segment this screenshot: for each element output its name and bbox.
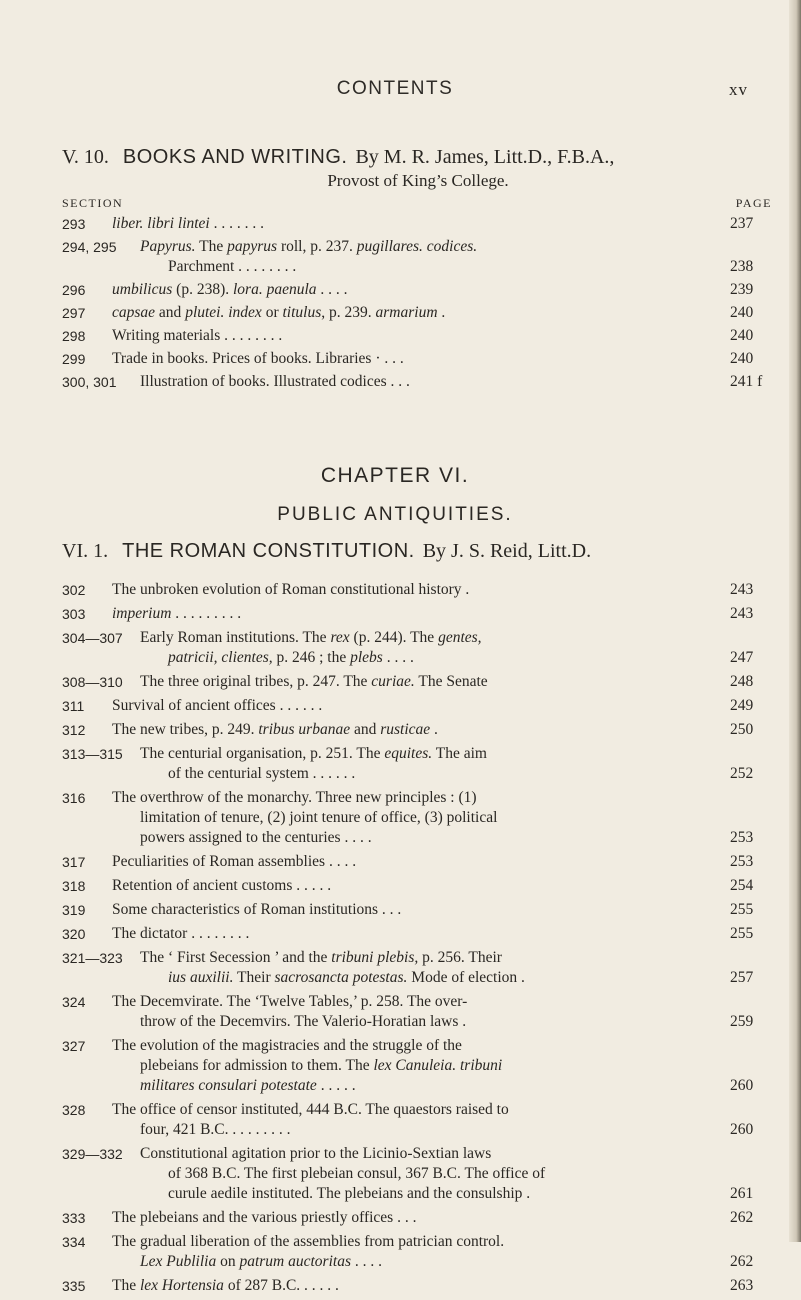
italic-text: curiae.: [371, 673, 415, 690]
entry-text: The ‘ First Secession ’ and the: [140, 949, 332, 966]
italic-text: ius auxilii.: [168, 969, 234, 986]
toc-entry-page: 248: [730, 673, 754, 690]
entry-text: The evolution of the magistracies and the struggle of the: [112, 1037, 462, 1054]
toc-entry: [62, 876, 774, 896]
toc-entry: [62, 1276, 774, 1296]
toc-entry-title: [62, 672, 774, 692]
toc-entry: [62, 788, 774, 848]
entry-text: .: [437, 304, 446, 321]
entry-text: Parchment . . . . . . . .: [168, 258, 297, 275]
entry-text: Early Roman institutions. The: [140, 629, 331, 646]
entry-text: The office of censor instituted, 444 B.C. The quaestors raised to: [112, 1101, 509, 1118]
toc-list-section-v: [62, 214, 774, 395]
italic-text: armarium: [375, 304, 438, 321]
toc-entry-title: [62, 237, 774, 277]
entry-text: four, 421 B.C. . . . . . . . .: [140, 1121, 291, 1138]
toc-entry-page: 263: [730, 1277, 754, 1294]
toc-entry-title: [62, 280, 774, 300]
toc-entry-continuation: [112, 828, 722, 848]
entry-text: . . . .: [316, 281, 348, 298]
toc-entry-page: 250: [730, 721, 754, 738]
toc-entry-continuation: [140, 968, 722, 988]
italic-text: capsae: [112, 304, 156, 321]
toc-entry-section-number: 299: [62, 351, 86, 367]
section-vi-heading: [62, 540, 774, 563]
chapter-heading: [0, 464, 790, 526]
italic-text: titulus: [282, 304, 322, 321]
entry-text: The gradual liberation of the assemblies from patrician control.: [112, 1233, 505, 1250]
toc-entry: [62, 237, 774, 277]
italic-text: tribuni plebis,: [331, 949, 419, 966]
entry-text: Illustration of books. Illustrated codices . . .: [140, 373, 410, 390]
toc-entry: [62, 672, 774, 692]
italic-text: patricii, clientes,: [168, 649, 273, 666]
entry-text: Retention of ancient customs . . . . .: [112, 877, 332, 894]
toc-entry-page: 252: [730, 765, 754, 782]
section-author: By J. S. Reid, Litt.D.: [422, 540, 592, 562]
italic-text: sacrosancta potestas.: [274, 969, 408, 986]
toc-entry-title: [62, 214, 774, 234]
toc-entry-page: 259: [730, 1013, 754, 1030]
toc-entry-title: [62, 876, 774, 896]
toc-entry-section-number: 294, 295: [62, 239, 117, 255]
toc-entry-continuation: [140, 257, 722, 277]
italic-text: pugillares. codices.: [356, 238, 478, 255]
toc-entry-section-number: 308—310: [62, 674, 123, 690]
toc-entry-title: [62, 992, 774, 1032]
running-head: [0, 78, 790, 102]
toc-entry-section-number: 313—315: [62, 746, 123, 762]
entry-text: The Decemvirate. The ‘Twelve Tables,’ p. 258. The over-: [112, 993, 468, 1010]
toc-entry: [62, 720, 774, 740]
entry-text: The unbroken evolution of Roman constitutional history .: [112, 581, 470, 598]
toc-entry-continuation: [112, 808, 722, 828]
toc-entry: [62, 948, 774, 988]
toc-entry-page: 257: [730, 969, 754, 986]
toc-entry-page: 255: [730, 925, 754, 942]
entry-text: Writing materials . . . . . . . .: [112, 327, 283, 344]
toc-entry: [62, 303, 774, 323]
toc-entry-page: 262: [730, 1253, 754, 1270]
entry-text: of the centurial system . . . . . .: [168, 765, 356, 782]
toc-entry-title: [62, 1036, 774, 1096]
page-title: CONTENTS: [336, 78, 454, 99]
toc-entry-continuation: [112, 1012, 722, 1032]
entry-text: throw of the Decemvirs. The Valerio-Horatian laws .: [140, 1013, 467, 1030]
italic-text: equites.: [384, 745, 433, 762]
entry-text: Peculiarities of Roman assemblies . . . .: [112, 853, 357, 870]
toc-entry: [62, 992, 774, 1032]
toc-entry-page: 253: [730, 853, 754, 870]
toc-entry-title: [62, 604, 774, 624]
italic-text: umbilicus: [112, 281, 173, 298]
toc-entry-continuation: [112, 1252, 722, 1272]
toc-entry-page: 237: [730, 215, 754, 232]
toc-entry-page: 243: [730, 605, 754, 622]
toc-entry-section-number: 329—332: [62, 1146, 123, 1162]
toc-entry-section-number: 303: [62, 606, 86, 622]
toc-entry: [62, 214, 774, 234]
toc-entry: [62, 852, 774, 872]
entry-text: , p. 239.: [321, 304, 376, 321]
entry-text: and: [350, 721, 381, 738]
toc-entry-page: 239: [730, 281, 754, 298]
toc-entry: [62, 580, 774, 600]
toc-entry-title: [62, 900, 774, 920]
section-author-affiliation: Provost of King’s College.: [327, 171, 509, 190]
toc-entry-section-number: 311: [62, 698, 85, 714]
entry-text: Mode of election .: [407, 969, 525, 986]
column-header-section: SECTION: [62, 196, 124, 210]
entry-text: curule aedile instituted. The plebeians and the consulship .: [168, 1185, 531, 1202]
toc-entry-section-number: 333: [62, 1210, 86, 1226]
entry-text: of 368 B.C. The first plebeian consul, 367 B.C. The office of: [168, 1165, 546, 1182]
entry-text: . . . .: [350, 1253, 382, 1270]
toc-entry-page: 260: [730, 1121, 754, 1138]
toc-entry-title: [62, 326, 774, 346]
entry-text: The overthrow of the monarchy. Three new principles : (1): [112, 789, 477, 806]
toc-entry-title: [62, 303, 774, 323]
toc-entry-section-number: 300, 301: [62, 374, 117, 390]
italic-text: militares consulari potestate: [140, 1077, 317, 1094]
italic-text: gentes,: [438, 629, 482, 646]
toc-entry-continuation: [140, 648, 722, 668]
italic-text: patrum auctoritas: [239, 1253, 351, 1270]
entry-text: Their: [233, 969, 275, 986]
italic-text: tribus urbanae: [258, 721, 351, 738]
entry-text: Some characteristics of Roman institutions . . .: [112, 901, 402, 918]
toc-entry-continuation: [140, 764, 722, 784]
toc-entry-page: 240: [730, 350, 754, 367]
section-number: V. 10.: [62, 146, 109, 168]
column-headers: [62, 196, 774, 211]
entry-text: The Senate: [414, 673, 488, 690]
italic-text: plebs: [350, 649, 383, 666]
toc-entry-section-number: 304—307: [62, 630, 123, 646]
toc-entry-page: 260: [730, 1077, 754, 1094]
entry-text: . . . . . . . . .: [171, 605, 242, 622]
toc-entry-section-number: 302: [62, 582, 86, 598]
entry-text: (p. 238).: [172, 281, 233, 298]
chapter-label: CHAPTER VI.: [320, 464, 470, 487]
toc-entry-section-number: 312: [62, 722, 86, 738]
section-author: By M. R. James, Litt.D., F.B.A.,: [355, 146, 615, 168]
toc-entry-continuation: [112, 1076, 722, 1096]
entry-text: Survival of ancient offices . . . . . .: [112, 697, 323, 714]
toc-entry-page: 238: [730, 258, 754, 275]
italic-text: imperium: [112, 605, 172, 622]
entry-text: roll, p. 237.: [277, 238, 357, 255]
entry-text: (p. 244). The: [349, 629, 439, 646]
chapter-title: PUBLIC ANTIQUITIES.: [277, 504, 513, 525]
entry-text: The three original tribes, p. 247. The: [140, 673, 372, 690]
toc-entry-continuation: [140, 1164, 722, 1184]
entry-text: . . . .: [382, 649, 414, 666]
entry-text: . . . . . . .: [209, 215, 264, 232]
toc-entry: [62, 628, 774, 668]
toc-entry-section-number: 327: [62, 1038, 86, 1054]
italic-text: Papyrus.: [140, 238, 196, 255]
section-title: BOOKS AND WRITING.: [122, 146, 348, 168]
toc-entry-page: 240: [730, 327, 754, 344]
toc-entry-page: 261: [730, 1185, 754, 1202]
entry-text: Constitutional agitation prior to the Licinio-Sextian laws: [140, 1145, 492, 1162]
entry-text: powers assigned to the centuries . . . .: [140, 829, 372, 846]
toc-entry-section-number: 320: [62, 926, 86, 942]
toc-entry-section-number: 316: [62, 790, 86, 806]
italic-text: papyrus: [227, 238, 278, 255]
toc-entry-page: 243: [730, 581, 754, 598]
toc-entry-title: [62, 1144, 774, 1204]
toc-entry-title: [62, 924, 774, 944]
entry-text: p. 256. Their: [418, 949, 502, 966]
toc-entry: [62, 1100, 774, 1140]
entry-text: The dictator . . . . . . . .: [112, 925, 250, 942]
toc-entry-title: [62, 372, 774, 392]
toc-entry: [62, 349, 774, 369]
entry-text: The aim: [432, 745, 487, 762]
entry-text: limitation of tenure, (2) joint tenure of office, (3) political: [140, 809, 498, 826]
toc-entry: [62, 1036, 774, 1096]
toc-entry-section-number: 319: [62, 902, 86, 918]
toc-entry-title: [62, 349, 774, 369]
entry-text: The centurial organisation, p. 251. The: [140, 745, 385, 762]
entry-text: of 287 B.C. . . . . .: [223, 1277, 339, 1294]
italic-text: rusticae: [380, 721, 431, 738]
entry-text: .: [430, 721, 438, 738]
toc-entry: [62, 280, 774, 300]
section-v-heading: [62, 146, 774, 191]
section-title: THE ROMAN CONSTITUTION.: [122, 540, 415, 562]
toc-entry: [62, 1232, 774, 1272]
toc-entry-section-number: 296: [62, 282, 86, 298]
entry-text: and: [155, 304, 186, 321]
toc-entry: [62, 372, 774, 392]
entry-text: The new tribes, p. 249.: [112, 721, 259, 738]
entry-text: The: [195, 238, 228, 255]
toc-entry-title: [62, 696, 774, 716]
toc-entry-page: 247: [730, 649, 754, 666]
toc-entry-title: [62, 720, 774, 740]
toc-entry: [62, 696, 774, 716]
toc-entry-page: 253: [730, 829, 754, 846]
toc-entry-section-number: 335: [62, 1278, 86, 1294]
entry-text: The: [112, 1277, 140, 1294]
toc-entry: [62, 924, 774, 944]
entry-text: The plebeians and the various priestly offices . . .: [112, 1209, 417, 1226]
italic-text: lex Hortensia: [139, 1277, 224, 1294]
toc-entry: [62, 1144, 774, 1204]
toc-entry-title: [62, 852, 774, 872]
entry-text: Trade in books. Prices of books. Libraries · . . .: [112, 350, 404, 367]
italic-text: liber. libri lintei: [112, 215, 210, 232]
toc-entry-title: [62, 628, 774, 668]
toc-entry-page: 254: [730, 877, 754, 894]
toc-entry-page: 241 f: [730, 373, 763, 390]
toc-entry: [62, 326, 774, 346]
toc-entry-title: [62, 1100, 774, 1140]
entry-text: on: [216, 1253, 240, 1270]
entry-text: p. 246 ; the: [272, 649, 351, 666]
toc-entry: [62, 1208, 774, 1228]
page-number: xv: [729, 80, 748, 99]
toc-entry-title: [62, 1276, 774, 1296]
toc-entry-continuation: [140, 1184, 722, 1204]
toc-entry-section-number: 317: [62, 854, 86, 870]
toc-entry-page: 262: [730, 1209, 754, 1226]
toc-entry-section-number: 328: [62, 1102, 86, 1118]
toc-entry: [62, 604, 774, 624]
toc-entry-title: [62, 948, 774, 988]
toc-entry-section-number: 334: [62, 1234, 86, 1250]
toc-entry-title: [62, 1232, 774, 1272]
toc-entry-section-number: 321—323: [62, 950, 123, 966]
toc-entry-page: 255: [730, 901, 754, 918]
entry-text: . . . . .: [316, 1077, 356, 1094]
toc-entry-title: [62, 788, 774, 848]
section-number: VI. 1.: [62, 540, 109, 562]
toc-entry-continuation: [112, 1120, 722, 1140]
italic-text: rex: [330, 629, 350, 646]
toc-list-section-vi: [62, 580, 774, 1300]
entry-text: plebeians for admission to them. The: [140, 1057, 374, 1074]
toc-entry-section-number: 298: [62, 328, 86, 344]
toc-entry-title: [62, 744, 774, 784]
toc-entry-section-number: 318: [62, 878, 86, 894]
toc-entry-section-number: 297: [62, 305, 86, 321]
italic-text: plutei. index: [185, 304, 262, 321]
toc-entry: [62, 900, 774, 920]
toc-entry-title: [62, 580, 774, 600]
italic-text: Lex Publilia: [140, 1253, 217, 1270]
toc-entry-continuation: [112, 1056, 722, 1076]
italic-text: lex Canuleia. tribuni: [373, 1057, 503, 1074]
toc-entry-page: 240: [730, 304, 754, 321]
toc-entry-section-number: 293: [62, 216, 86, 232]
toc-entry-page: 249: [730, 697, 754, 714]
column-header-page: PAGE: [735, 196, 772, 210]
italic-text: lora. paenula: [232, 281, 317, 298]
entry-text: or: [261, 304, 283, 321]
toc-entry: [62, 744, 774, 784]
toc-entry-section-number: 324: [62, 994, 86, 1010]
toc-entry-title: [62, 1208, 774, 1228]
